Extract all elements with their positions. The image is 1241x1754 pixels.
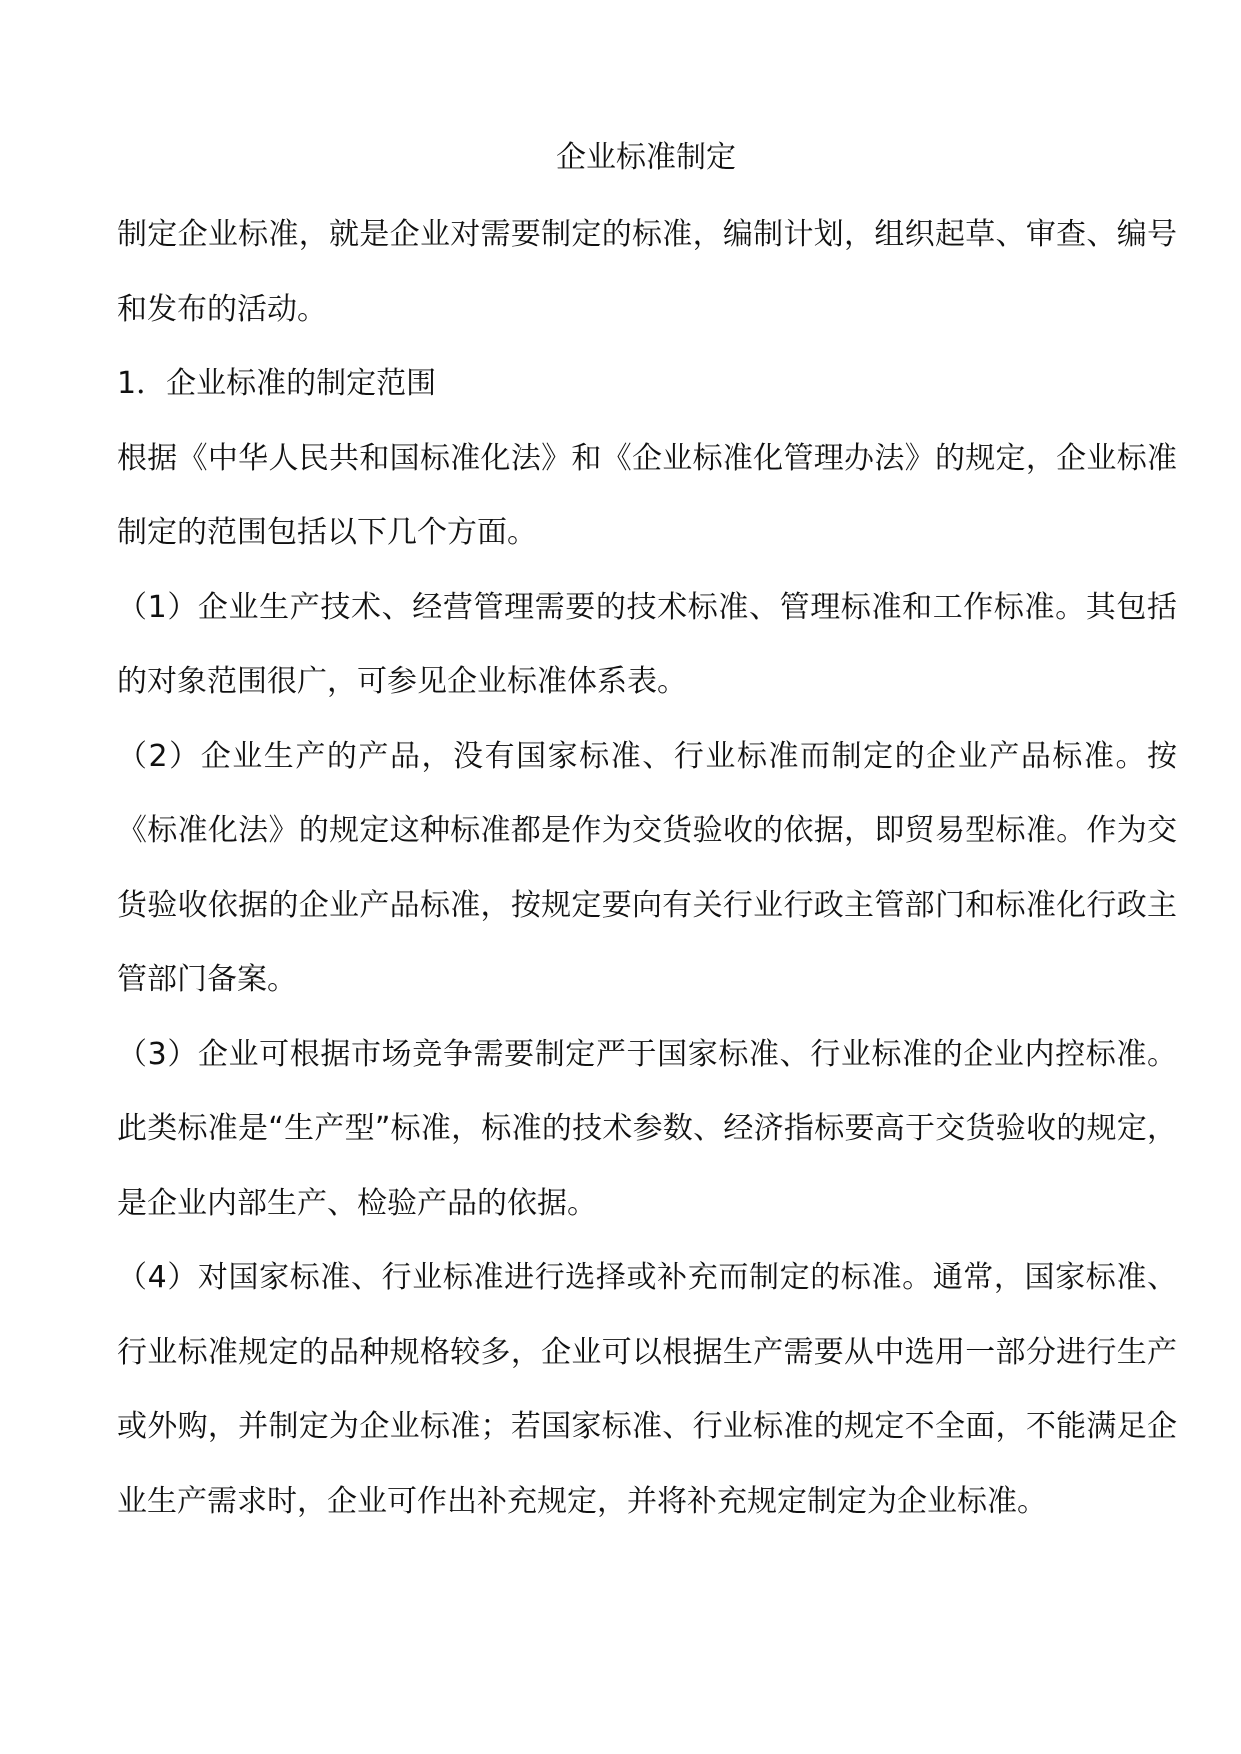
item-3-paragraph: （3）企业可根据市场竞争需要制定严于国家标准、行业标准的企业内控标准。此类标准是“生产型”标准，标准的技术参数、经济指标要高于交货验收的规定，是企业内部生产、检验产品的依据。 — [117, 1036, 1177, 1221]
intro-paragraph: 制定企业标准，就是企业对需要制定的标准，编制计划，组织起草、审查、编号和发布的活动。 — [117, 217, 1177, 327]
document-title: 企业标准制定 — [556, 140, 736, 175]
document-body — [117, 198, 1177, 1539]
item-1-paragraph: （1）企业生产技术、经营管理需要的技术标准、管理标准和工作标准。其包括的对象范围很广，可参见企业标准体系表。 — [117, 589, 1177, 699]
section-heading: 1．企业标准的制定范围 — [117, 366, 437, 401]
item-4-paragraph: （4）对国家标准、行业标准进行选择或补充而制定的标准。通常，国家标准、行业标准规定的品种规格较多，企业可以根据生产需要从中选用一部分进行生产或外购，并制定为企业标准；若国家标准、行业标准的规定不全面，不能满足企业生产需求时，企业可作出补充规定，并将补充规定制定为企业标准。 — [117, 1260, 1177, 1519]
item-2-paragraph: （2）企业生产的产品，没有国家标准、行业标准而制定的企业产品标准。按《标准化法》的规定这种标准都是作为交货验收的依据，即贸易型标准。作为交货验收依据的企业产品标准，按规定要向有关行业行政主管部门和标准化行政主管部门备案。 — [117, 738, 1177, 997]
scope-paragraph: 根据《中华人民共和国标准化法》和《企业标准化管理办法》的规定，企业标准制定的范围包括以下几个方面。 — [117, 440, 1177, 550]
